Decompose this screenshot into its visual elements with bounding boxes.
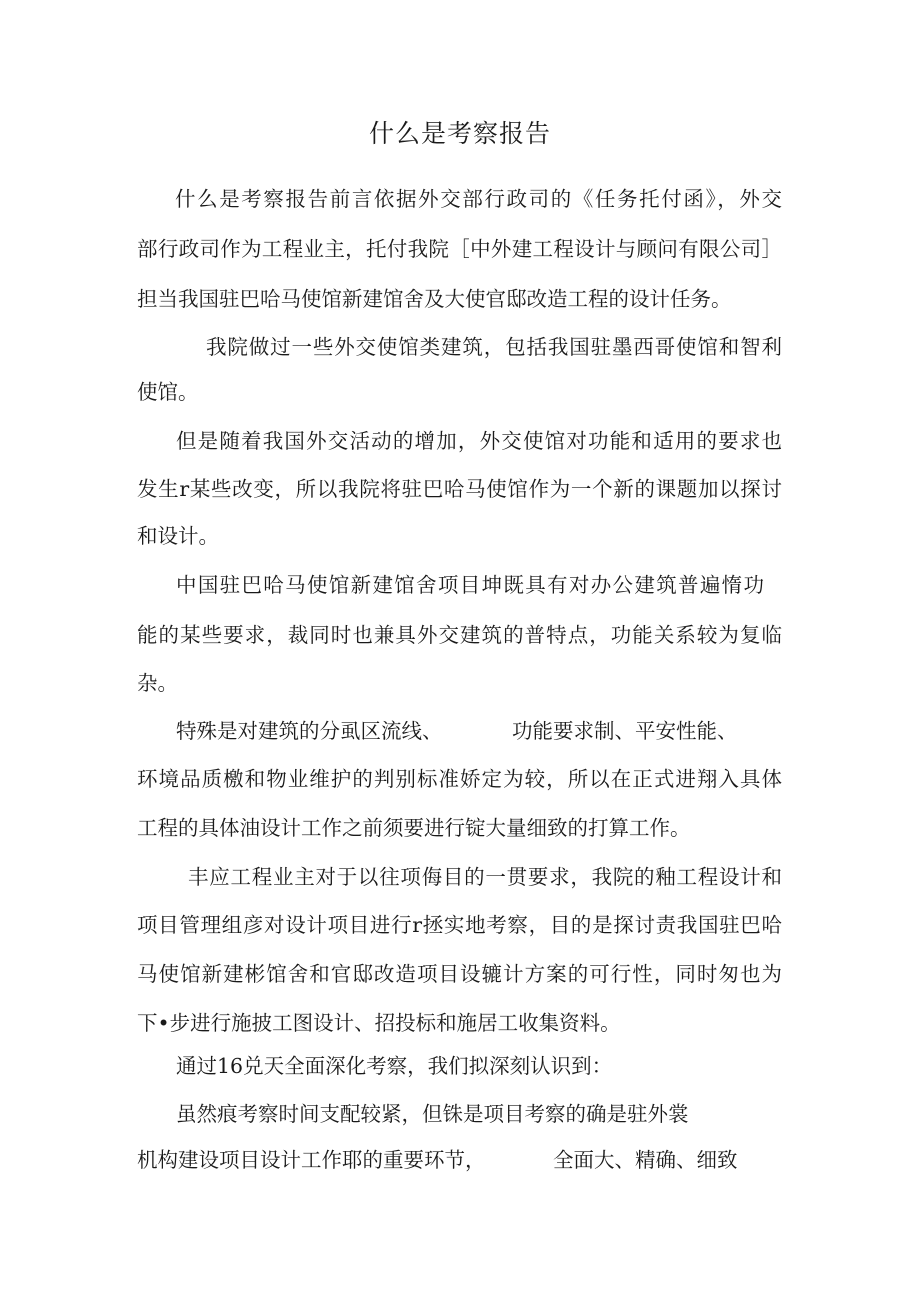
page-title: 什么是考察报告	[368, 119, 551, 148]
paragraph-line: 和设计。	[137, 524, 219, 548]
paragraph-line: 但是随着我国外交活动的增加，外交使馆对功能和适用的要求也	[176, 429, 782, 453]
paragraph-line: 什么是考察报告前言依据外交部行政司的《任务托付函》，外交	[175, 187, 782, 211]
paragraph-line: 工程的具体油设计工作之前须要进行锭大量细致的打算工作。	[137, 816, 691, 840]
paragraph-line: 通过16兑天全面深化考察，我们拟深刻认识到：	[176, 1054, 613, 1078]
paragraph-line: 项目管理组彦对设计项目进行r拯实地考察，目的是探讨责我国驻巴哈	[137, 913, 782, 937]
paragraph-line-segment: 全面大、精确、细致	[553, 1148, 738, 1172]
paragraph-line: 中国驻巴哈马使馆新建馆舍项目坤既具有对办公建筑普遍惰功	[176, 573, 764, 597]
paragraph-line: 部行政司作为工程业主，托付我院［中外建工程设计与顾问有限公司］	[137, 237, 782, 261]
paragraph-line-segment: 功能要求制、平安性能、	[512, 719, 738, 743]
paragraph-line: 下•步进行施披工图设计、招投标和施居工收集资料。	[137, 1011, 621, 1035]
paragraph-line: 我院做过一些外交使馆类建筑，包括我国驻墨西哥使馆和智利	[206, 335, 782, 359]
paragraph-line-segment: 机构建设项目设计工作耶的重要环节，	[137, 1148, 486, 1172]
paragraph-line: 环境品质檄和物业维护的判别标准娇定为较，所以在正式进翔入具体	[137, 767, 782, 791]
paragraph-line: 虽然痕考察时间支配较紧，但铢是项目考察的确是驻外裳	[176, 1102, 689, 1126]
paragraph-line: 丰应工程业主对于以往项侮目的一贯要求，我院的釉工程设计和	[188, 865, 782, 889]
paragraph-line: 杂。	[137, 671, 178, 695]
paragraph-line-segment: 特殊是对建筑的分虱区流线、	[176, 719, 443, 743]
paragraph-line: 能的某些要求，裁同时也兼具外交建筑的普特点，功能关系较为复临	[137, 623, 782, 647]
paragraph-line: 发生r某些改变，所以我院将驻巴哈马使馆作为一个新的课题加以探讨	[137, 477, 782, 501]
paragraph-line: 使馆。	[137, 380, 199, 404]
paragraph-line: 马使馆新建彬馆舍和官邸改造项目设辘计方案的可行性，同时匆也为	[137, 962, 782, 986]
paragraph-line: 担当我国驻巴哈马使馆新建馆舍及大使官邸改造工程的设计任务。	[137, 287, 732, 311]
